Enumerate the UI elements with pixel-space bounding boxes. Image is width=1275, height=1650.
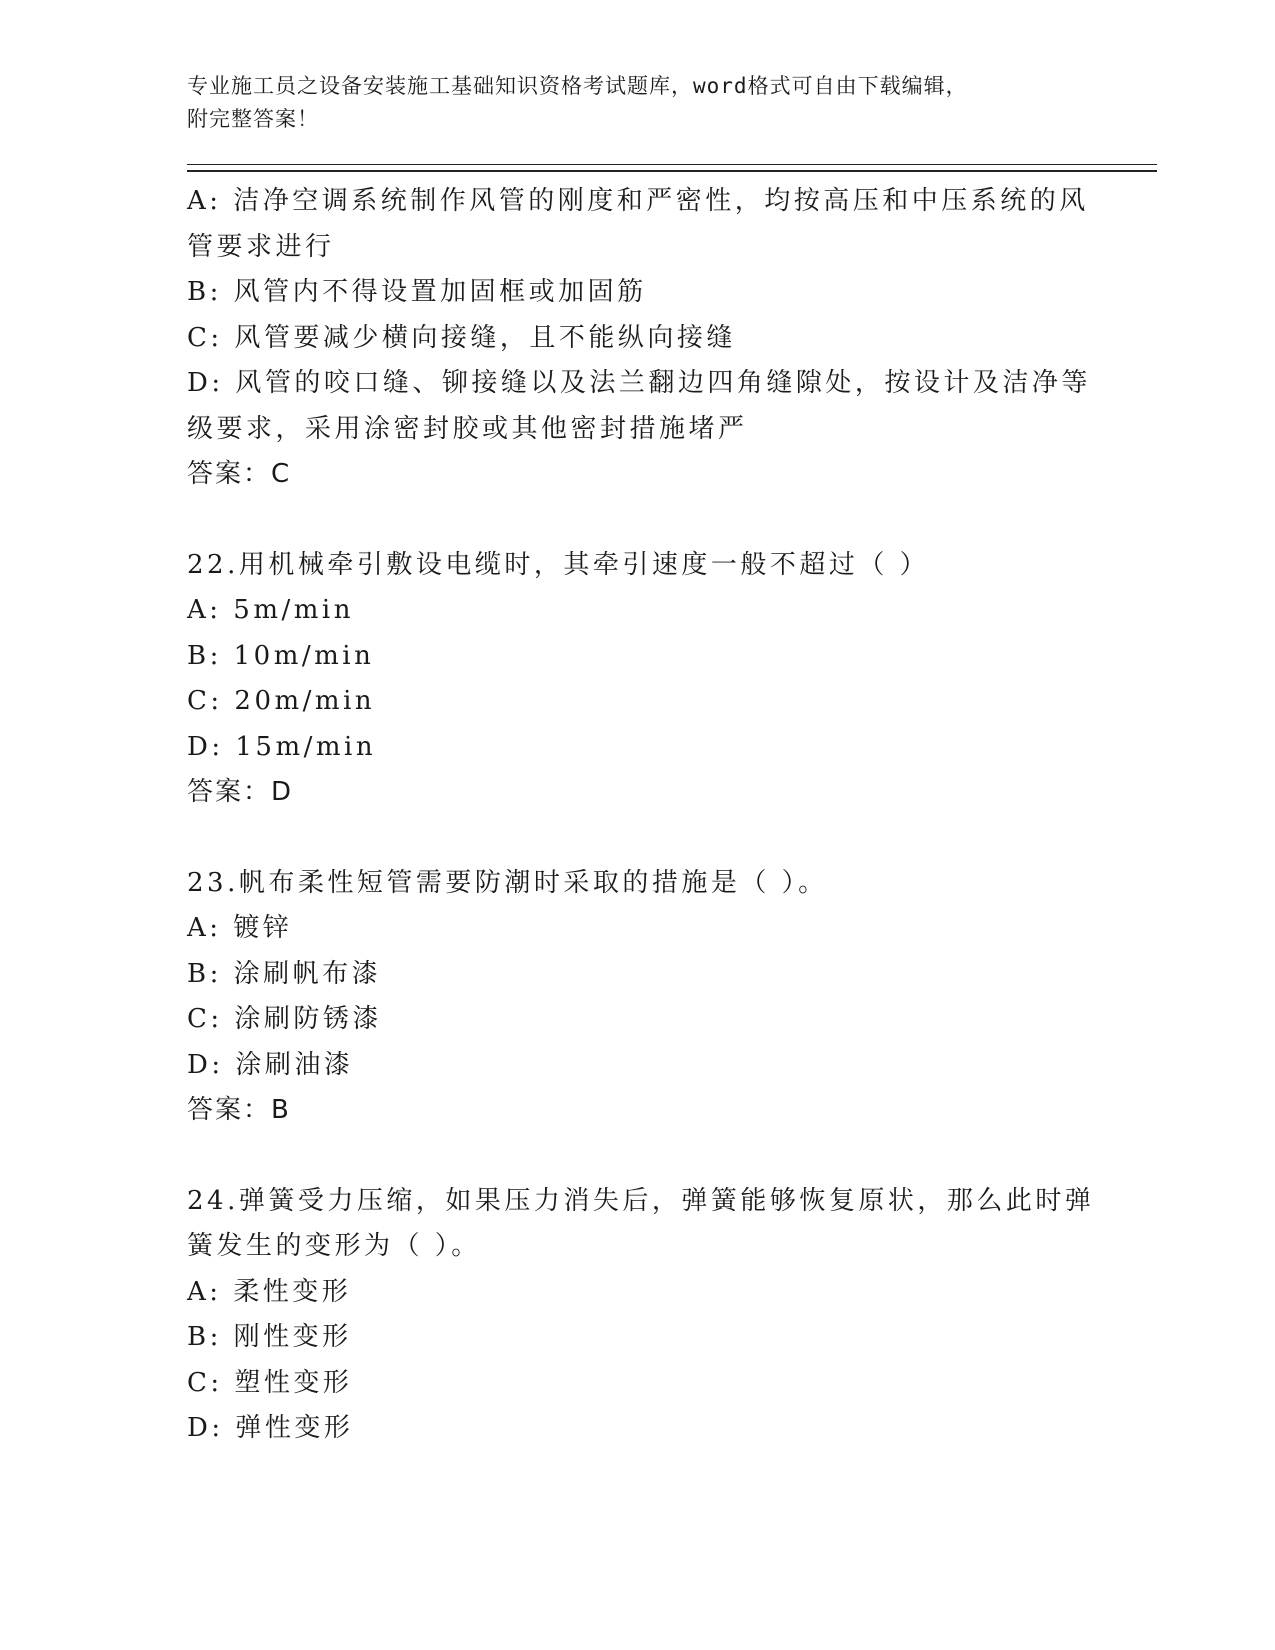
question-stem: 22.用机械牵引敷设电缆时，其牵引速度一般不超过（ ）: [187, 549, 930, 580]
option-c: C: 涂刷防锈漆: [187, 1004, 382, 1034]
option-a-continued: 管要求进行: [187, 231, 335, 262]
option-a: A: 洁净空调系统制作风管的刚度和严密性，均按高压和中压系统的风: [187, 186, 1089, 216]
document-page: [187, 70, 1157, 1452]
question-stem-continued: 簧发生的变形为（ ）。: [187, 1231, 481, 1261]
document-body: [187, 179, 1157, 1452]
option-c: C: 风管要减少横向接缝，且不能纵向接缝: [187, 322, 736, 353]
option-d-continued: 级要求，采用涂密封胶或其他密封措施堵严: [187, 413, 748, 444]
answer: 答案：B: [187, 1095, 291, 1125]
option-a: A: 5m/min: [187, 595, 354, 625]
option-b: B: 刚性变形: [187, 1322, 352, 1352]
option-b: B: 涂刷帆布漆: [187, 958, 382, 989]
header-divider: [187, 164, 1157, 172]
answer: 答案：D: [187, 777, 294, 807]
header-line-1: 专业施工员之设备安装施工基础知识资格考试题库，word格式可自由下载编辑，: [187, 74, 968, 98]
option-b: B: 风管内不得设置加固框或加固筋: [187, 277, 647, 307]
question-22: [187, 543, 1157, 816]
option-d: D: 风管的咬口缝、铆接缝以及法兰翻边四角缝隙处，按设计及洁净等: [187, 368, 1091, 398]
option-a: A: 柔性变形: [187, 1276, 352, 1307]
option-c: C: 塑性变形: [187, 1367, 353, 1398]
option-b: B: 10m/min: [187, 640, 375, 671]
option-a: A: 镀锌: [187, 913, 293, 943]
answer: 答案：C: [187, 459, 292, 489]
option-c: C: 20m/min: [187, 686, 376, 716]
question-stem: 23.帆布柔性短管需要防潮时采取的措施是（ ）。: [187, 867, 828, 898]
question-21-continued: [187, 179, 1157, 498]
question-24: [187, 1179, 1157, 1452]
header-line-2: 附完整答案！: [187, 107, 319, 131]
question-stem: 24.弹簧受力压缩，如果压力消失后，弹簧能够恢复原状，那么此时弹: [187, 1185, 1095, 1216]
option-d: D: 弹性变形: [187, 1413, 354, 1443]
question-23: [187, 861, 1157, 1134]
option-d: D: 15m/min: [187, 731, 377, 762]
document-header: [187, 70, 1157, 136]
option-d: D: 涂刷油漆: [187, 1049, 354, 1080]
